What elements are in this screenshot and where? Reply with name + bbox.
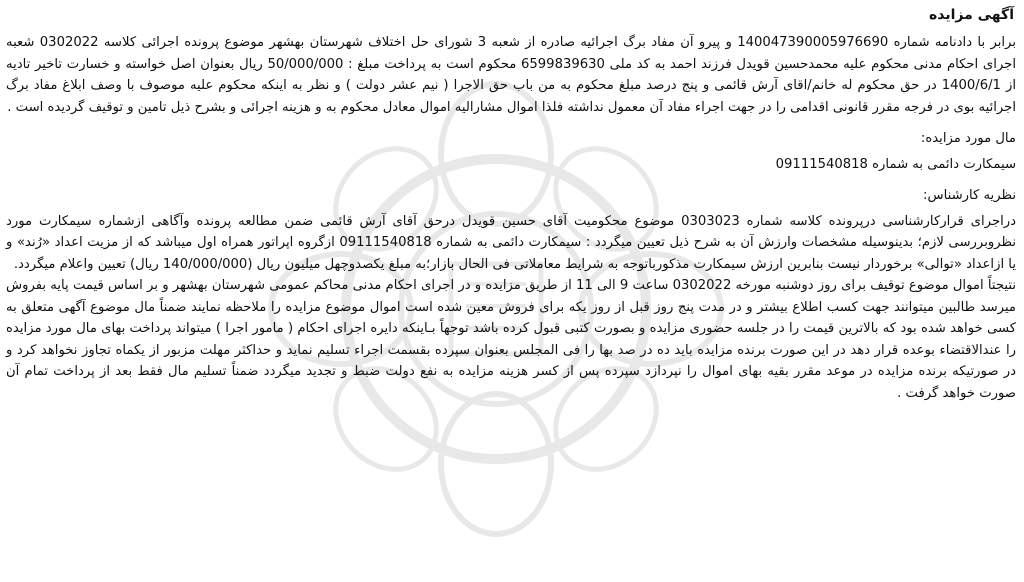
property-item: سیمکارت دائمی به شماره 09111540818 — [775, 156, 1016, 172]
property-heading: مال مورد مزایده: — [920, 131, 1016, 146]
expert-opinion-text: دراجرای قرارکارشناسی درپرونده کلاسه شماره 0303023 موضوع محکومیت آقای حسین قویدل درحق آقای آرش قائمی ضمن مطالعه پرونده وآگاهی ازشماره سیمکارت مورد نظروبررسی لازم؛ بدینوسیله مشخصات وارزش آن به شرح ذیل تعیین میگردد : سیمکارت دائمی به شماره 09111540818 ازگروه اپراتور همراه اول میباشد که از مزیت اعداد «رُند» و یا ازاعداد «توالی» برخوردار نیست بنابرین ارزش سیمکارت مذکورباتوجه به شرایط معاملاتی فی الحال بازار؛به مبلغ یکصدوچهل میلیون ریال (140/000/000 ریال) تعیین واعلام میگردد. — [6, 213, 1016, 272]
expert-heading: نظریه کارشناس: — [923, 188, 1016, 203]
page-title: آگهی مزایده — [928, 7, 1014, 23]
auction-notice-page — [6, 4, 1016, 578]
notice-content — [6, 4, 1016, 404]
paragraph-ruling: برابر با دادنامه شماره 140047390005976690 و پیرو آن مفاد برگ اجرائیه صادره از شعبه 3 شورای حل اختلاف شهرستان بهشهر موضوع پرونده اجرائی کلاسه 0302022 شعبه اجرای احکام مدنی محکوم علیه محمدحسین قویدل فرزند احمد به کد ملی 6599839630 محکوم است به پرداخت مبلغ : 50/000/000 ریال بعنوان اصل خواسته و خسارت تاخیر تادیه از 1400/6/1 در حق محکوم له خانم/اقای آرش قائمی و پنج درصد مبلغ محکوم به من باب حق الاجرا ( نیم عشر دولت ) و نظر به اینکه محکوم علیه موصوف با وصف ابلاغ مفاد برگ اجرائیه بوی در فرجه مقرر قانونی اقدامی را در جهت اجراء مفاد آن معمول نداشته فلذا اموال مشارالیه اموال معادل محکوم به و هزینه اجرائی و بشرح ذیل تامین و توقیف گردیده است . — [6, 35, 1016, 115]
conclusion-text: نتیجتاً اموال موضوع توقیف برای روز دوشنبه مورخه 0302022 ساعت 9 الی 11 از طریق مزایده و در اجرای احکام مدنی محاکم عمومی شهرستان بهشهر و بر اساس قیمت پایه بفروش میرسد طالبین میتوانند جهت کسب اطلاع بیشتر و در مدت پنج روز قبل از روز یکه برای فروش معین شده است اموال موضوع مزایده را ملاحظه نمایند ضمناً مال موضوع آگهی متعلق به کسی خواهد شده بود که بالاترین قیمت را در جلسه حضوری مزایده و بصورت کتبی قبول کرده باشد توجهاً بـاینکه دایره اجرای احکام ( مامور اجرا ) میتواند پرداخت بهای مال مورد مزایده را عندالاقتضاء بوعده قرار دهد در این صورت برنده مزایده باید ده در صد بها را فی المجلس بعنوان سپرده بقسمت اجراء تسلیم نماید و حداکثر مهلت مزبور از یکماه تجاوز نخواهد کرد و در صورتیکه برنده مزایده در موعد مقرر بقیه بهای اموال را نپردازد سپرده پس از کسر هزینه مزایده به نفع دولت ضبط و تجدید میگردد ضمناً تسلیم مال فقط بعد از پرداخت تمام آن صورت خواهد گرفت . — [6, 278, 1016, 401]
